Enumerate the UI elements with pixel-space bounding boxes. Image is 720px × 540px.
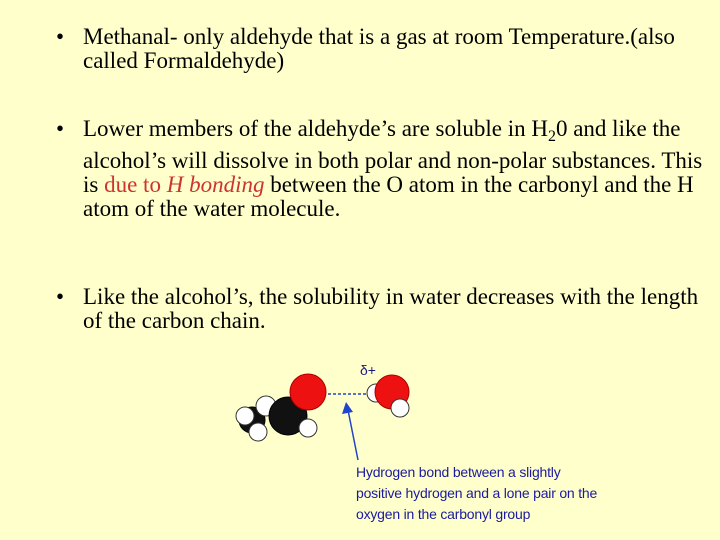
subscript-2: 2 — [547, 128, 556, 145]
hydrogen-bond-diagram — [230, 358, 610, 528]
bullet-marker: • — [56, 24, 65, 49]
bullet-text-part: between the O atom in the carbonyl and the H atom of the water molecule. — [83, 172, 694, 221]
hydrogen-atom — [249, 423, 267, 441]
hydrogen-atom — [236, 407, 254, 425]
bullet-text-part: Like the alcohol’s, the solubility in water decreases with the length of the carbon chain. — [83, 284, 699, 333]
bullet-text-part: 0 and like the alcohol’s will dissolve in both polar and non-polar substances. This is — [83, 116, 703, 197]
bullet-text — [83, 285, 703, 333]
bullet-marker: • — [56, 284, 65, 309]
water-molecule — [367, 375, 409, 417]
pointer-arrow — [348, 410, 358, 460]
highlight-due-to: due to — [104, 172, 167, 197]
oxygen-atom — [290, 374, 326, 410]
delta-plus-label: δ+ — [360, 362, 376, 378]
hydrogen-atom — [391, 399, 409, 417]
aldehyde-molecule — [236, 374, 326, 441]
bullet-text-part: Lower members of the aldehyde’s are soluble in H — [83, 116, 548, 141]
highlight-h-bonding: H bonding — [166, 172, 265, 197]
hydrogen-atom — [299, 419, 317, 437]
bullet-text — [83, 25, 703, 73]
bullet-marker: • — [56, 116, 65, 141]
pointer-arrowhead — [342, 402, 353, 414]
bullet-text-part: Methanal- only aldehyde that is a gas at room Temperature.(also called Formaldehyde) — [83, 24, 675, 73]
diagram-caption: Hydrogen bond between a slightly positive hydrogen and a lone pair on the oxygen in the carbonyl group — [356, 464, 598, 522]
bullet-text — [83, 117, 703, 221]
